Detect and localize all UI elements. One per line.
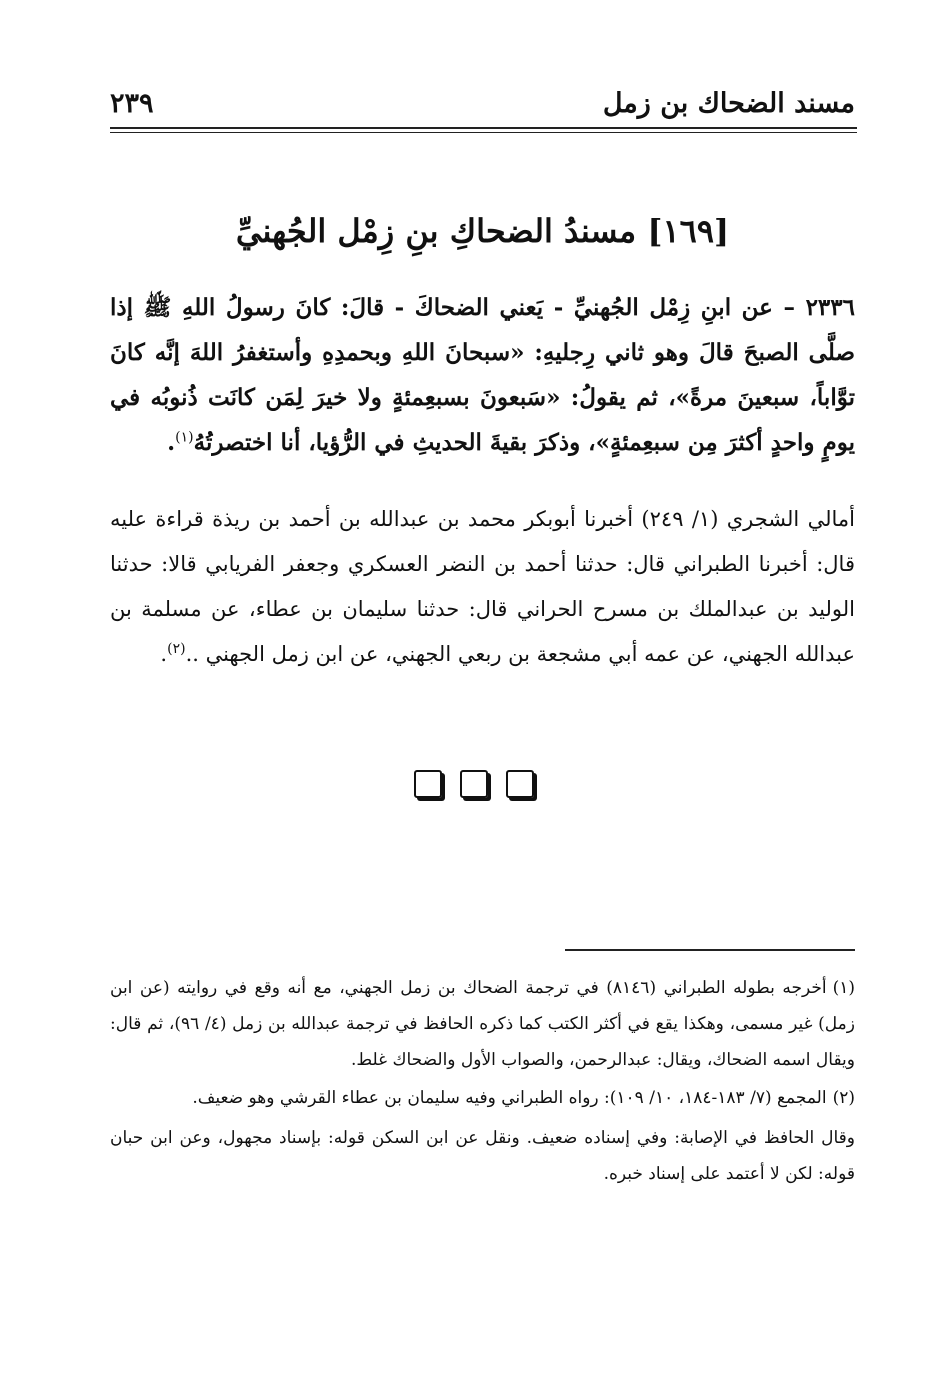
footnote-marker-1[interactable]: (١) — [175, 429, 194, 446]
footnote-1 — [110, 970, 855, 1078]
footnote-number: (١) — [832, 978, 855, 998]
running-header — [110, 78, 855, 124]
footnote-text: أخرجه بطوله الطبراني (٨١٤٦) في ترجمة الضحاك بن زمل الجهني، مع أنه وقع في روايته (عن ابن زمل) غير مسمى، وهكذا يقع في أكثر الكتب كما ذكره الحافظ في ترجمة عبدالله بن زمل (٤/ ٩٦)، ثم قال: ويقال اسمه الضحاك، ويقال: عبدالرحمن، والصواب الأول والضحاك غلط. — [110, 978, 855, 1070]
page-number: ٢٣٩ — [110, 88, 154, 119]
footnotes — [110, 970, 855, 1194]
header-rule-thin — [110, 132, 857, 133]
isnad-text: أمالي الشجري (١/ ٢٤٩) أخبرنا أبوبكر محمد بن عبدالله بن أحمد بن ريذة قراءة عليه قال: أخبرنا الطبراني قال: حدثنا أحمد بن النضر العسكري وجعفر الفريابي قالا: حدثنا الوليد بن عبدالملك بن مسرح الحراني قال: حدثنا سليمان بن عطاء، عن مسلمة بن عبدالله الجهني، عن عمه أبي مشجعة بن ربعي الجهني، عن ابن زمل الجهني .. — [110, 507, 855, 666]
running-title: مسند الضحاك بن زمل — [602, 88, 855, 119]
hadith-paragraph — [110, 285, 855, 465]
isnad-paragraph — [110, 497, 855, 677]
hadith-text: ٢٣٣٦ – عن ابنِ زِمْل الجُهنيِّ - يَعني الضحاكَ - قالَ: كانَ رسولُ اللهِ ﷺ إذا صلَّى الصبحَ قالَ وهو ثاني رِجليهِ: «سبحانَ اللهِ وبحمدِهِ وأستغفرُ اللهَ إنَّه كانَ توَّاباً، سبعينَ مرةً»، ثم يقولُ: «سَبعونَ بسبعِمئةٍ ولا خيرَ لِمَن كانَت ذُنوبُه في يومٍ واحدٍ أكثرَ مِن سبعِمئةٍ»، وذكرَ بقيةَ الحديثِ في الرُّؤيا، أنا اختصرتُهُ — [110, 294, 855, 456]
section-end-ornament — [0, 770, 947, 798]
footnote-continuation: وقال الحافظ في الإصابة: وفي إسناده ضعيف. ونقل عن ابن السكن قوله: بإسناد مجهول، وعن ابن حبان قوله: لكن لا أعتمد على إسناد خبره. — [110, 1128, 855, 1184]
chapter-heading: [١٦٩] مسندُ الضحاكِ بنِ زِمْل الجُهنيِّ — [235, 212, 730, 250]
footnote-number: (٢) — [832, 1088, 855, 1108]
footnote-text: المجمع (٧/ ١٨٣-١٨٤، ١٠/ ١٠٩): رواه الطبراني وفيه سليمان بن عطاء القرشي وهو ضعيف. — [192, 1088, 827, 1108]
square-ornament-icon — [460, 770, 488, 798]
footnote-separator — [565, 949, 855, 951]
isnad-end: . — [160, 642, 168, 666]
footnote-marker-2[interactable]: (٢) — [167, 641, 186, 657]
square-ornament-icon — [506, 770, 534, 798]
hadith-end: . — [167, 429, 176, 456]
header-rule — [110, 127, 857, 129]
footnote-2 — [110, 1080, 855, 1192]
square-ornament-icon — [414, 770, 442, 798]
